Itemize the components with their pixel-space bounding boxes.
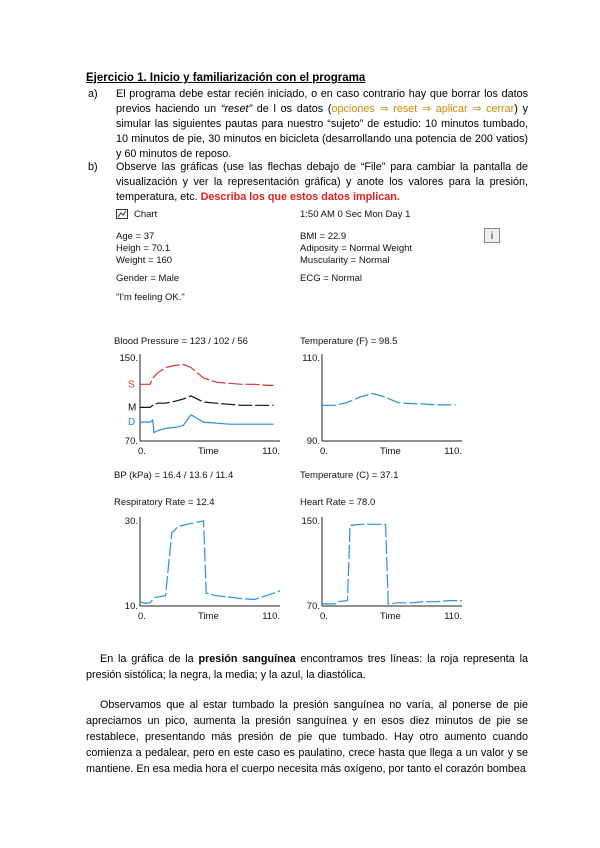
gender-value: Gender = Male bbox=[116, 273, 180, 284]
paragraph-1-t3: encontramos tres líneas: la roja representa la presión sistólica; la negra, la media; y la azul, la diastólica. bbox=[86, 653, 528, 681]
chart-4-x-tick-min: 0. bbox=[320, 611, 328, 622]
item-a-t3: de l os datos ( bbox=[252, 103, 332, 115]
chart-3-x-tick-min: 0. bbox=[138, 611, 146, 622]
chart-3-title: Respiratory Rate = 12.4 bbox=[114, 497, 215, 508]
chart-1-series-3 bbox=[140, 415, 274, 433]
info-button[interactable]: i bbox=[484, 228, 500, 243]
chart-1-footer: BP (kPa) = 16.4 / 13.6 / 11.4 bbox=[114, 470, 234, 481]
chart-3-series-1 bbox=[140, 521, 280, 604]
adiposity-value: Adiposity = Normal Weight bbox=[300, 243, 413, 254]
item-b-t1: Observe las gráficas (use las flechas debajo de “File” para cambiar la pantalla de visualización y ver la representación gráfica) y anote los valores para la presión, temperatura, etc. bbox=[116, 161, 528, 203]
muscularity-value: Muscularity = Normal bbox=[300, 255, 390, 266]
chart-4-y-tick-max: 150. bbox=[301, 516, 320, 527]
chart-1-x-label: Time bbox=[198, 446, 219, 457]
item-b-label: b) bbox=[88, 161, 98, 173]
chart-2-y-tick-min: 90. bbox=[306, 436, 320, 447]
chart-2-x-tick-max: 110. bbox=[444, 446, 462, 457]
chart-2-footer: Temperature (C) = 37.1 bbox=[300, 470, 399, 481]
chart-4-title: Heart Rate = 78.0 bbox=[300, 497, 376, 508]
chart-2-series-1 bbox=[322, 394, 456, 406]
chart-1-series-label-1: S bbox=[128, 379, 135, 391]
sim-time: 1:50 AM 0 Sec Mon Day 1 bbox=[300, 209, 411, 220]
chart-3-y-tick-max: 30. bbox=[124, 516, 138, 527]
paragraph-1 bbox=[86, 651, 528, 683]
chart-label: Chart bbox=[134, 209, 158, 220]
chart-3-x-label: Time bbox=[198, 611, 219, 622]
chart-1-series-1 bbox=[140, 364, 274, 385]
chart-2-title: Temperature (F) = 98.5 bbox=[300, 336, 398, 347]
status-message: "I'm feeling OK." bbox=[116, 292, 185, 303]
chart-1-title: Blood Pressure = 123 / 102 / 56 bbox=[114, 336, 248, 347]
height-value: Heigh = 70.1 bbox=[116, 243, 171, 254]
chart-1-series-label-2: M bbox=[128, 402, 137, 414]
chart-4-x-tick-max: 110. bbox=[444, 611, 462, 622]
chart-2-x-label: Time bbox=[380, 446, 401, 457]
item-a-reset: “reset” bbox=[220, 103, 253, 115]
chart-4-series-1 bbox=[322, 524, 462, 604]
chart-4-y-tick-min: 70. bbox=[306, 601, 320, 612]
chart-3-y-tick-min: 10. bbox=[124, 601, 138, 612]
chart-3-x-tick-max: 110. bbox=[262, 611, 280, 622]
item-a-label: a) bbox=[88, 88, 98, 100]
chart-4-x-label: Time bbox=[380, 611, 401, 622]
paragraph-1-bold: presión sanguínea bbox=[198, 653, 296, 665]
item-a-t5: ) y simular las siguientes pautas para nuestro “sujeto” de estudio: 10 minutos tumbado, 10 minutos de pie, 30 minutos en bicicleta (desarrollando una potencia de 200 vatios) y 60 minutos de reposo. bbox=[116, 103, 528, 160]
item-b-highlight: Describa los que estos datos implican. bbox=[200, 191, 400, 203]
item-a-t1: El programa debe estar recién iniciado, o en caso contrario hay que borrar los datos previos haciendo un bbox=[116, 88, 528, 115]
paragraph-2 bbox=[86, 697, 528, 777]
chart-1-y-tick-max: 150. bbox=[119, 353, 138, 364]
chart-1-series-label-3: D bbox=[128, 417, 136, 429]
chart-1-series-2 bbox=[140, 396, 274, 408]
chart-1-x-tick-max: 110. bbox=[262, 446, 280, 457]
age-value: Age = 37 bbox=[116, 231, 155, 242]
chart-2-x-tick-min: 0. bbox=[320, 446, 328, 457]
paragraph-2-text: Observamos que al estar tumbado la presión sanguínea no varía, al ponerse de pie apreciamos un pico, aumenta la presión sanguínea y en esos diez minutos de pie se restablece, presentando más presión de pie que tumbado. Hay otro aumento cuando comienza a pedalear, pero en este caso es paulatino, crece hasta que llega a un valor y se mantiene. En esa media hora el cuerpo necesita más oxígeno, por tanto el corazón bombea bbox=[86, 699, 528, 775]
ecg-value: ECG = Normal bbox=[300, 273, 363, 284]
chart-1-y-tick-min: 70. bbox=[124, 436, 138, 447]
exercise-heading: Ejercicio 1. Inicio y familiarización con el programa bbox=[86, 72, 366, 84]
item-a-menu-path: opciones ⇒ reset ⇒ aplicar ⇒ cerrar bbox=[331, 103, 515, 115]
chart-1-x-tick-min: 0. bbox=[138, 446, 146, 457]
bmi-value: BMI = 22.9 bbox=[300, 231, 347, 242]
paragraph-1-t1: En la gráfica de la bbox=[100, 653, 199, 665]
chart-2-y-tick-max: 110. bbox=[302, 353, 320, 364]
weight-value: Weight = 160 bbox=[116, 255, 173, 266]
